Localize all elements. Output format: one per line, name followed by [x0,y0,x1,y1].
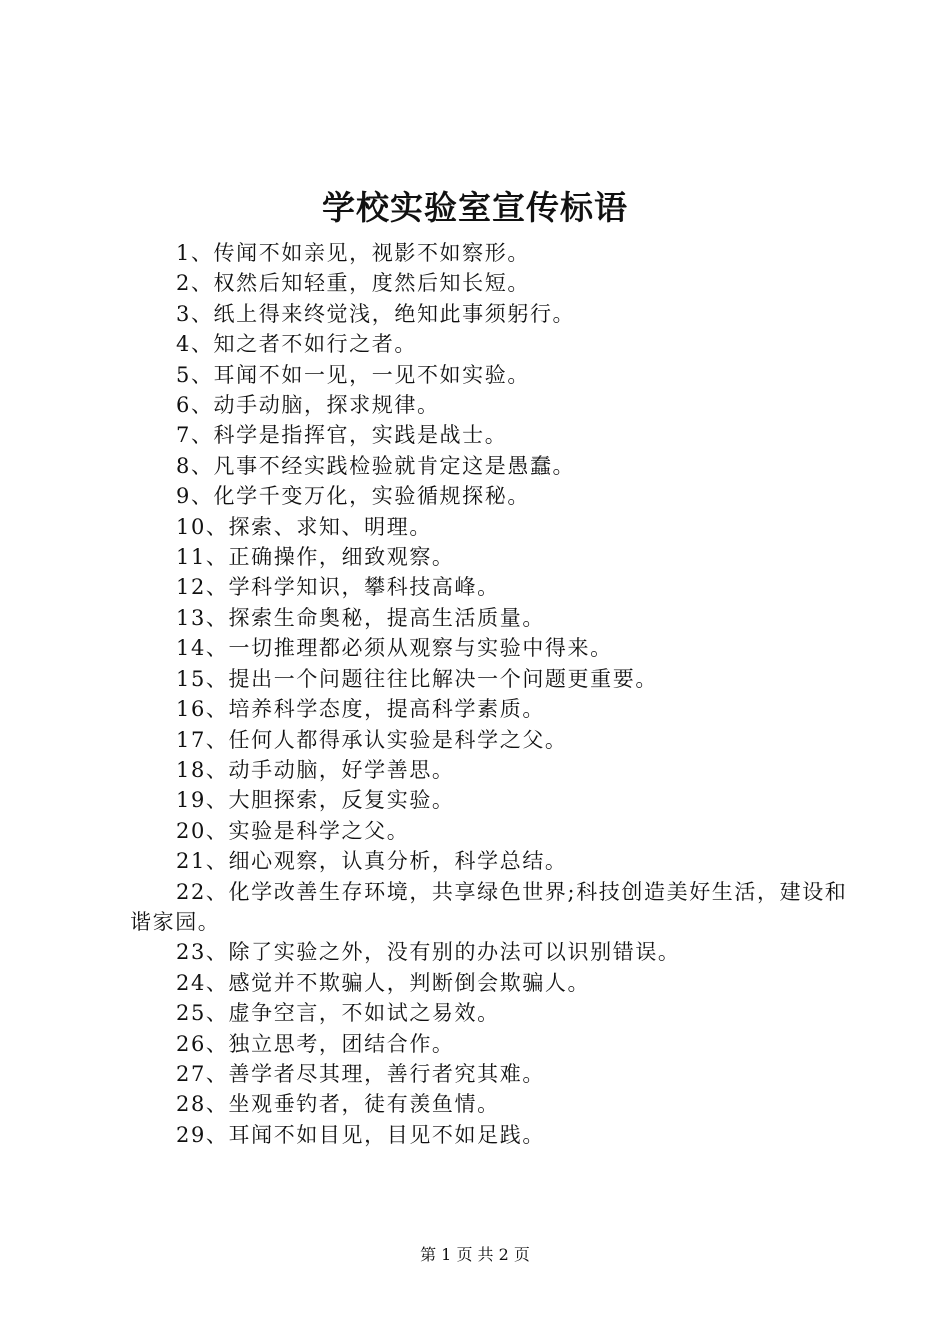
document-title: 学校实验室宣传标语 [322,188,628,227]
page-number-footer: 第 1 页 共 2 页 [420,1245,530,1264]
list-item: 24、感觉并不欺骗人，判断倒会欺骗人。 [176,970,591,995]
list-item: 29、耳闻不如目见，目见不如足践。 [176,1122,545,1147]
list-item: 14、一切推理都必须从观察与实验中得来。 [176,636,613,661]
list-item: 2、权然后知轻重，度然后知长短。 [176,271,530,296]
list-item: 22、化学改善生存环境，共享绿色世界;科技创造美好生活，建设和谐家园。 [130,879,848,934]
list-item: 3、纸上得来终觉浅，绝知此事须躬行。 [176,301,576,326]
list-item: 23、除了实验之外，没有别的办法可以识别错误。 [176,940,681,965]
list-item: 26、独立思考，团结合作。 [176,1031,455,1056]
slogan-list [130,238,850,1150]
list-item: 21、细心观察，认真分析，科学总结。 [176,849,568,874]
list-item: 27、善学者尽其理，善行者究其难。 [176,1061,545,1086]
list-item: 13、探索生命奥秘，提高生活质量。 [176,605,545,630]
list-item: 1、传闻不如亲见，视影不如察形。 [176,241,530,265]
list-item: 5、耳闻不如一见，一见不如实验。 [176,362,530,387]
list-item: 9、化学千变万化，实验循规探秘。 [176,484,530,509]
list-item: 16、培养科学态度，提高科学素质。 [176,697,545,722]
list-item: 10、探索、求知、明理。 [176,514,432,539]
list-item: 11、正确操作，细致观察。 [176,545,455,570]
list-item: 20、实验是科学之父。 [176,818,410,843]
list-item: 19、大胆探索，反复实验。 [176,788,455,813]
list-item: 6、动手动脑，探求规律。 [176,393,440,418]
list-item: 15、提出一个问题往往比解决一个问题更重要。 [176,666,658,691]
list-item: 4、知之者不如行之者。 [176,332,417,357]
list-item: 25、虚争空言，不如试之易效。 [176,1001,500,1026]
list-item: 12、学科学知识，攀科技高峰。 [176,575,500,600]
list-item: 8、凡事不经实践检验就肯定这是愚蠢。 [176,453,576,478]
list-item: 28、坐观垂钓者，徒有羡鱼情。 [176,1092,500,1117]
list-item: 7、科学是指挥官，实践是战士。 [176,423,508,448]
list-item: 18、动手动脑，好学善思。 [176,757,455,782]
list-item: 17、任何人都得承认实验是科学之父。 [176,727,568,752]
